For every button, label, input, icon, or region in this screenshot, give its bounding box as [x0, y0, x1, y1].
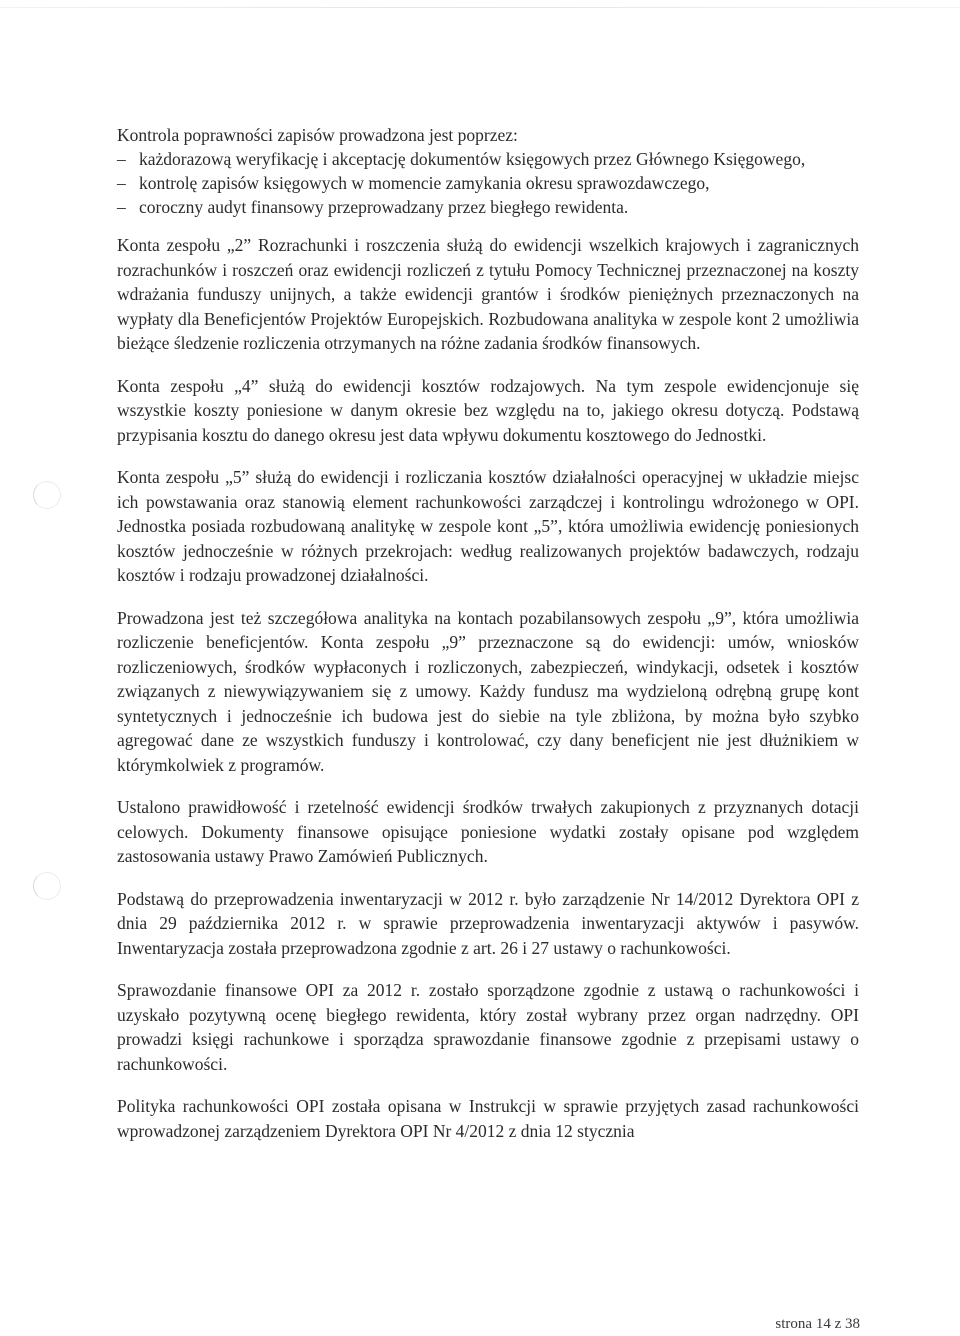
scan-edge-line — [0, 7, 960, 8]
paragraph-group-5: Konta zespołu „5” służą do ewidencji i rozliczania kosztów działalności operacyjnej w układzie miejsc ich powstawania oraz stanowią element rachunkowości zarządczej i kontrolingu wdrożonego w OPI. Jednostka posiada rozbudowaną analitykę w zespole kont „5”, która umożliwia ewidencję poniesionych kosztów jednocześnie w różnych przekrojach: według realizowanych projektów badawczych, rodzaju kosztów i rodzaju prowadzonej działalności. — [117, 467, 859, 585]
document-page — [117, 123, 859, 1161]
list-item: – kontrolę zapisów księgowych w momencie zamykania okresu sprawozdawczego, — [117, 171, 859, 195]
punch-hole-mark-2 — [33, 872, 61, 900]
control-list — [117, 147, 859, 219]
paragraph-group-4: Konta zespołu „4” służą do ewidencji kosztów rodzajowych. Na tym zespole ewidencjonuje się wszystkie koszty poniesione w danym okresie bez względu na to, jakiego okresu dotyczą. Podstawą przypisania kosztu do danego okresu jest data wpływu dokumentu kosztowego do Jednostki. — [117, 375, 859, 445]
page-number: strona 14 z 38 — [775, 1316, 860, 1332]
intro-text: Kontrola poprawności zapisów prowadzona jest poprzez: — [117, 125, 518, 145]
punch-hole-mark-1 — [33, 481, 61, 509]
paragraph-group-9: Prowadzona jest też szczegółowa analityka na kontach pozabilansowych zespołu „9”, która umożliwia rozliczenie beneficjentów. Konta zespołu „9” przeznaczone są do ewidencji: umów, wniosków rozliczeniowych, środków wypłaconych i rozliczonych, zabezpieczeń, windykacji, odsetek i kosztów związanych z niewywiązywaniem się z umowy. Każdy fundusz ma wydzieloną odrębną grupę kont syntetycznych i jednocześnie ich budowa jest do siebie na tyle zbliżona, by można było szybko agregować dane ze wszystkich funduszy i kontrolować, czy dany beneficjent nie jest dłużnikiem w którymkolwiek z programów. — [117, 607, 859, 775]
list-item: – każdorazową weryfikację i akceptację dokumentów księgowych przez Głównego Księgowego, — [117, 147, 859, 171]
paragraph-fixed-assets: Ustalono prawidłowość i rzetelność ewidencji środków trwałych zakupionych z przyznanych dotacji celowych. Dokumenty finansowe opisujące poniesione wydatki zostały opisane pod względem zastosowania ustawy Prawo Zamówień Publicznych. — [117, 797, 859, 866]
paragraph-inventory: Podstawą do przeprowadzenia inwentaryzacji w 2012 r. było zarządzenie Nr 14/2012 Dyrektora OPI z dnia 29 października 2012 r. w sprawie przeprowadzenia inwentaryzacji aktywów i pasywów. Inwentaryzacja została przeprowadzona zgodnie z art. 26 i 27 ustawy o rachunkowości. — [117, 888, 859, 958]
paragraph-group-2: Konta zespołu „2” Rozrachunki i roszczenia służą do ewidencji wszelkich krajowych i zagranicznych rozrachunków i roszczeń oraz ewidencji rozliczeń z tytułu Pomocy Technicznej przeznaczonej na koszty wdrażania funduszy unijnych, a także ewidencji grantów i środków pieniężnych przeznaczonych na wypłaty dla Beneficjentów Projektów Europejskich. Rozbudowana analityka w zespole kont 2 umożliwia bieżące śledzenie rozliczenia otrzymanych na różne zadania środków finansowych. — [117, 235, 859, 353]
list-item: – coroczny audyt finansowy przeprowadzany przez biegłego rewidenta. — [117, 195, 859, 219]
paragraph-accounting-policy: Polityka rachunkowości OPI została opisana w Instrukcji w sprawie przyjętych zasad rachunkowości wprowadzonej zarządzeniem Dyrektora OPI Nr 4/2012 z dnia 12 stycznia — [117, 1096, 859, 1141]
paragraph-financial-statement: Sprawozdanie finansowe OPI za 2012 r. zostało sporządzone zgodnie z ustawą o rachunkowości i uzyskało pozytywną ocenę biegłego rewidenta, który został wybrany przez organ nadrzędny. OPI prowadzi księgi rachunkowe i sporządza sprawozdanie finansowe zgodnie z przepisami ustawy o rachunkowości. — [117, 980, 859, 1074]
